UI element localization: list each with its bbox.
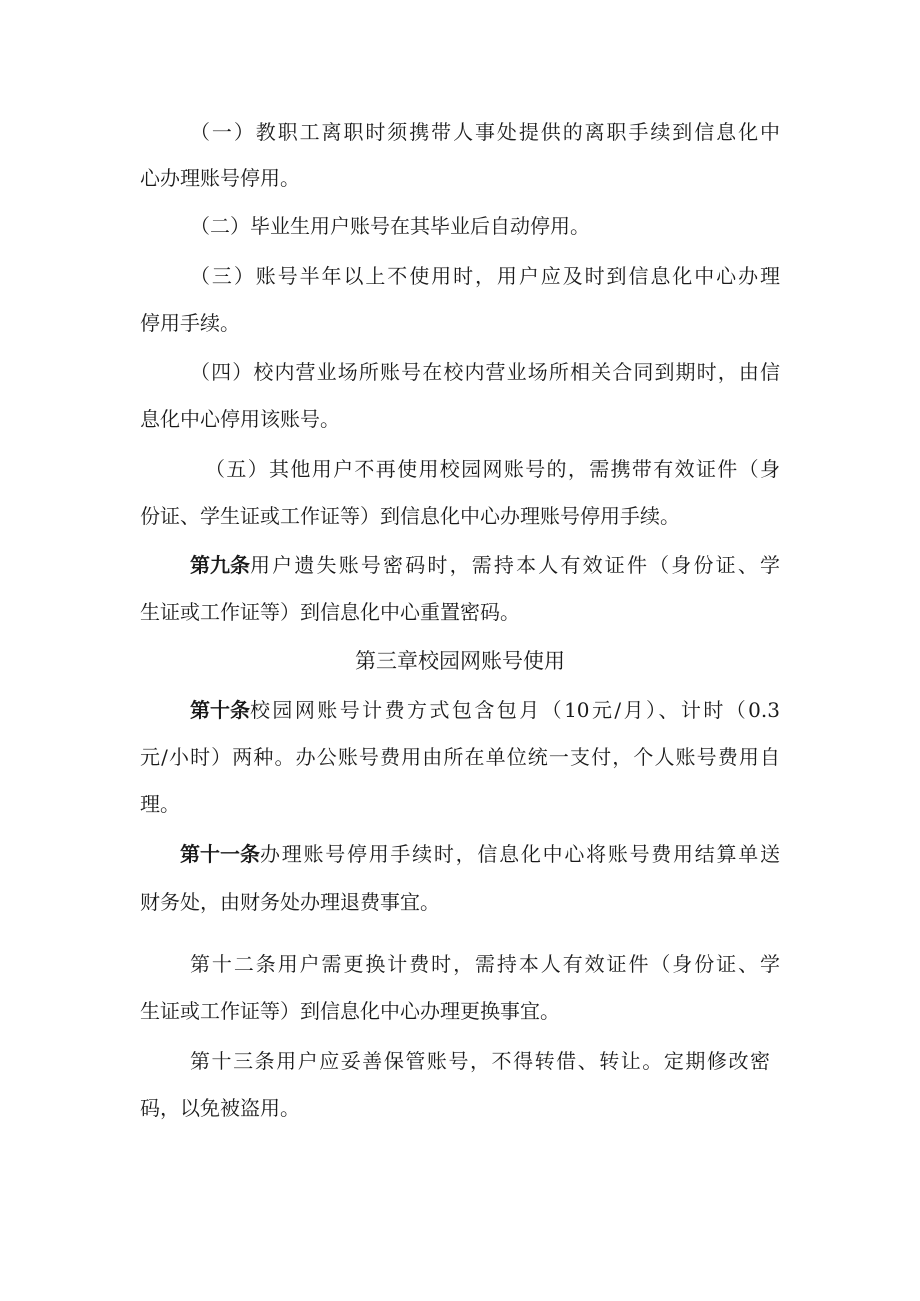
article-11-text: 办理账号停用手续时，信息化中心将账号费用结算单送	[260, 842, 780, 866]
article-9-line-1	[190, 551, 780, 579]
article-11-line-2: 财务处，由财务处办理退费事宜。	[140, 890, 440, 914]
article-10-text: 校园网账号计费方式包含包月（10元/月）、计时（0.3	[250, 698, 780, 722]
article-9-label: 第九条	[190, 553, 250, 577]
article-10-line-3: 理。	[140, 792, 180, 816]
article-10-label: 第十条	[190, 698, 250, 722]
article-11-line-1	[180, 840, 780, 868]
article-9-text: 用户遗失账号密码时，需持本人有效证件（身份证、学	[250, 553, 780, 577]
item-5-line-2: 份证、学生证或工作证等）到信息化中心办理账号停用手续。	[140, 504, 680, 528]
item-1-line-1: （一）教职工离职时须携带人事处提供的离职手续到信息化中	[190, 120, 780, 144]
article-12-line-2: 生证或工作证等）到信息化中心办理更换事宜。	[140, 999, 560, 1023]
article-11-label: 第十一条	[180, 842, 260, 866]
chapter-heading: 第三章校园网账号使用	[355, 649, 565, 673]
article-12-line-1: 第十二条用户需更换计费时，需持本人有效证件（身份证、学	[190, 952, 780, 976]
item-4-line-1: （四）校内营业场所账号在校内营业场所相关合同到期时，由信	[190, 360, 780, 384]
article-13-line-2: 码，以免被盗用。	[140, 1096, 300, 1120]
item-3-line-1: （三）账号半年以上不使用时，用户应及时到信息化中心办理	[190, 264, 780, 288]
item-1-line-2: 心办理账号停用。	[140, 166, 300, 190]
item-5-line-1: （五）其他用户不再使用校园网账号的，需携带有效证件（身	[205, 457, 780, 481]
item-3-line-2: 停用手续。	[140, 311, 240, 335]
item-4-line-2: 息化中心停用该账号。	[140, 407, 340, 431]
article-10-line-1	[190, 696, 780, 724]
article-13-line-1: 第十三条用户应妥善保管账号，不得转借、转让。定期修改密	[190, 1049, 770, 1073]
article-9-line-2: 生证或工作证等）到信息化中心重置密码。	[140, 600, 520, 624]
article-10-line-2: 元/小时）两种。办公账号费用由所在单位统一支付，个人账号费用自	[140, 745, 780, 769]
item-2-line-1: （二）毕业生用户账号在其毕业后自动停用。	[190, 214, 590, 238]
